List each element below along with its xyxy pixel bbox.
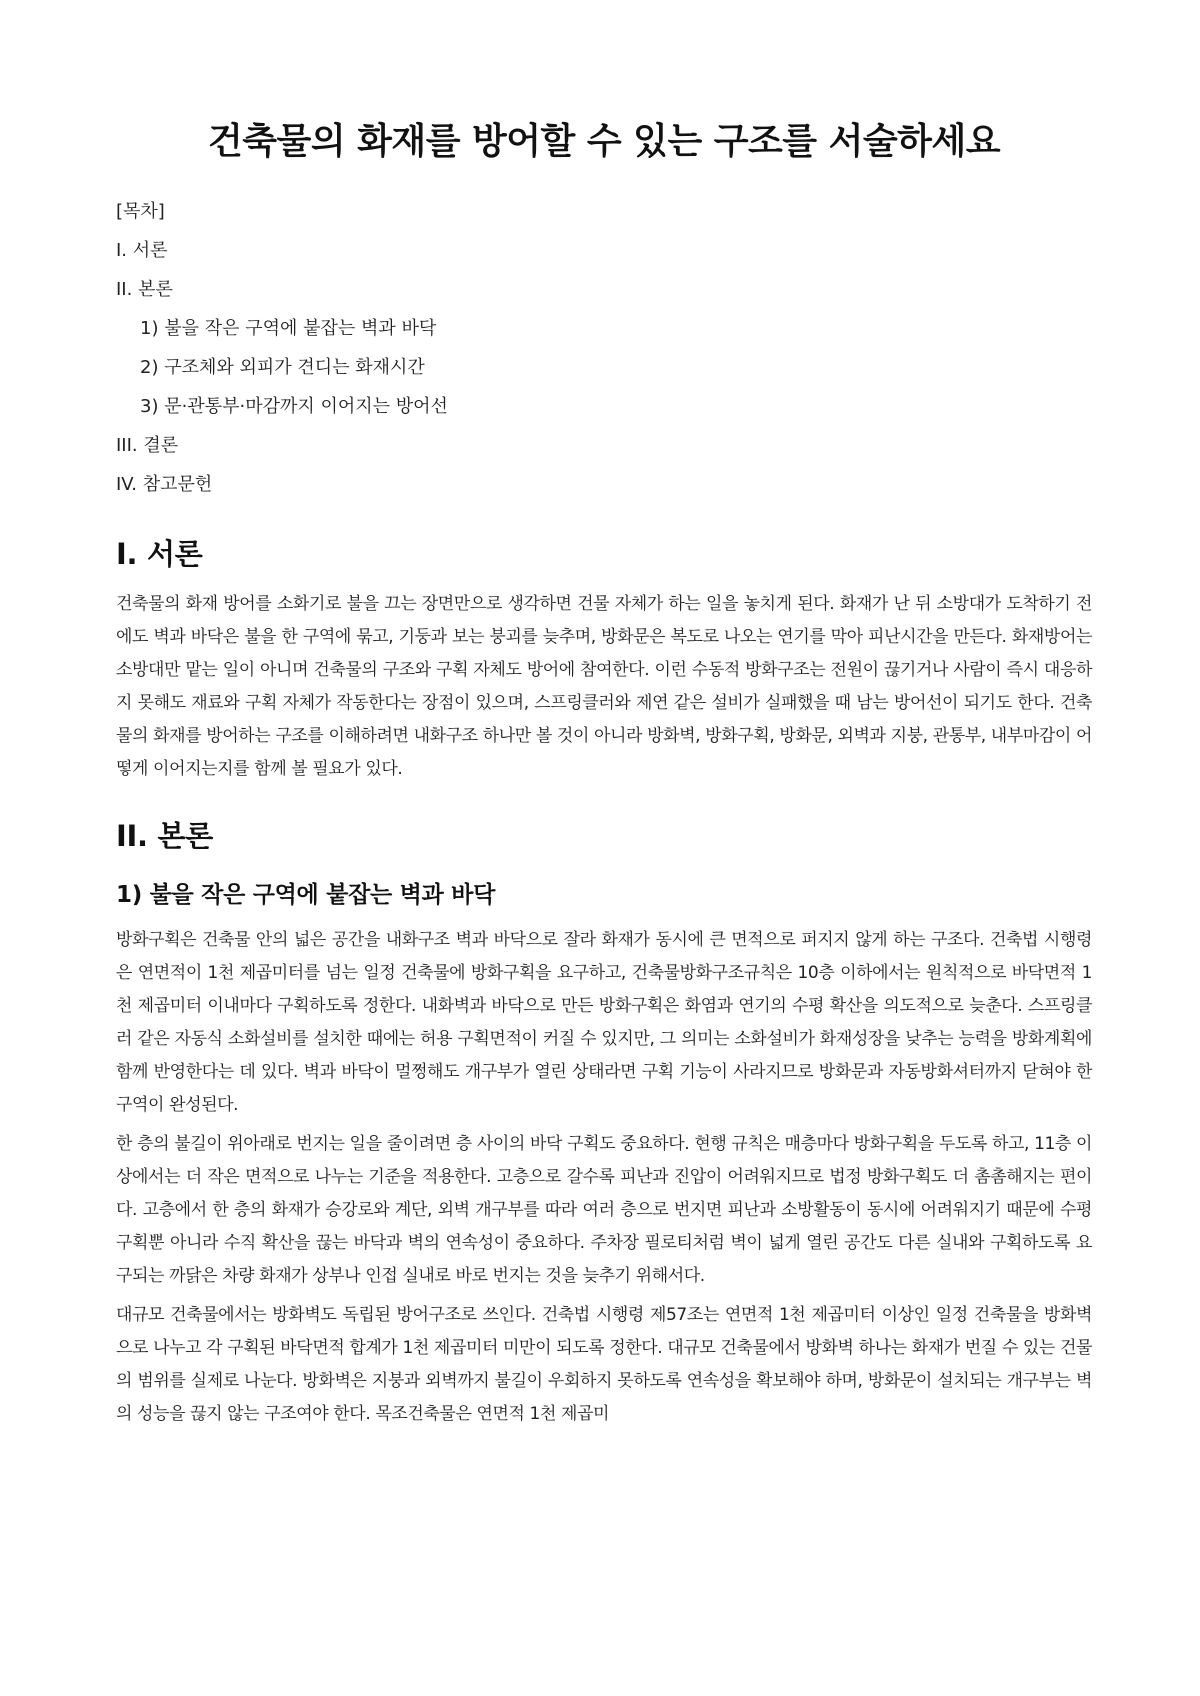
document-title: 건축물의 화재를 방어할 수 있는 구조를 서술하세요 xyxy=(208,121,1000,162)
subsection-heading-1: 1) 불을 작은 구역에 붙잡는 벽과 바닥 xyxy=(116,882,496,908)
toc-item-conclusion: III. 결론 xyxy=(116,435,179,456)
toc-heading: [목차] xyxy=(116,201,165,222)
toc-item-intro: I. 서론 xyxy=(116,240,168,261)
intro-paragraph: 건축물의 화재 방어를 소화기로 불을 끄는 장면만으로 생각하면 건물 자체가 하는 일을 놓치게 된다. 화재가 난 뒤 소방대가 도착하기 전에도 벽과 바닥은 불을 한 구역에 묶고, 기둥과 보는 붕괴를 늦추며, 방화문은 복도로 나오는 연기를 막아 피난시간을 만든다. 화재방어는 소방대만 맡는 일이 아니며 건축물의 구조와 구획 자체도 방어에 참여한다. 이런 수동적 방화구조는 전원이 끊기거나 사람이 즉시 대응하지 못해도 재료와 구획 자체가 작동한다는 장점이 있으며, 스프링클러와 제연 같은 설비가 실패했을 때 남는 방어선이 되기도 한다. 건축물의 화재를 방어하는 구조를 이해하려면 내화구조 하나만 볼 것이 아니라 방화벽, 방화구획, 방화문, 외벽과 지붕, 관통부, 내부마감이 어떻게 이어지는지를 함께 볼 필요가 있다. xyxy=(116,594,1092,779)
section-heading-body: II. 본론 xyxy=(116,819,213,853)
toc-item-body-3: 3) 문·관통부·마감까지 이어지는 방어선 xyxy=(140,396,448,417)
body-paragraph: 방화구획은 건축물 안의 넓은 공간을 내화구조 벽과 바닥으로 잘라 화재가 동시에 큰 면적으로 퍼지지 않게 하는 구조다. 건축법 시행령은 연면적이 1천 제곱미터를 넘는 일정 건축물에 방화구획을 요구하고, 건축물방화구조규칙은 10층 이하에서는 원칙적으로 바닥면적 1천 제곱미터 이내마다 구획하도록 정한다. 내화벽과 바닥으로 만든 방화구획은 화염과 연기의 수평 확산을 의도적으로 늦춘다. 스프링클러 같은 자동식 소화설비를 설치한 때에는 허용 구획면적이 커질 수 있지만, 그 의미는 소화설비가 화재성장을 낮추는 능력을 방화계획에 함께 반영한다는 데 있다. 벽과 바닥이 멀쩡해도 개구부가 열린 상태라면 구획 기능이 사라지므로 방화문과 자동방화셔터까지 닫혀야 한 구역이 완성된다. xyxy=(116,930,1092,1115)
table-of-contents xyxy=(116,192,1092,504)
toc-item-body-2: 2) 구조체와 외피가 견디는 화재시간 xyxy=(140,357,425,378)
toc-item-body-1: 1) 불을 작은 구역에 붙잡는 벽과 바닥 xyxy=(140,318,437,339)
body-paragraph: 한 층의 불길이 위아래로 번지는 일을 줄이려면 층 사이의 바닥 구획도 중요하다. 현행 규칙은 매층마다 방화구획을 두도록 하고, 11층 이상에서는 더 작은 면적으로 나누는 기준을 적용한다. 고층으로 갈수록 피난과 진압이 어려워지므로 법정 방화구획도 더 촘촘해지는 편이다. 고층에서 한 층의 화재가 승강로와 계단, 외벽 개구부를 따라 여러 층으로 번지면 피난과 소방활동이 동시에 어려워지기 때문에 수평구획뿐 아니라 수직 확산을 끊는 바닥과 벽의 연속성이 중요하다. 주차장 필로티처럼 벽이 넓게 열린 공간도 다른 실내와 구획하도록 요구되는 까닭은 차량 화재가 상부나 인접 실내로 바로 번지는 것을 늦추기 위해서다. xyxy=(116,1134,1092,1286)
toc-item-body: II. 본론 xyxy=(116,279,173,300)
section-heading-intro: I. 서론 xyxy=(116,537,203,571)
body-paragraph: 대규모 건축물에서는 방화벽도 독립된 방어구조로 쓰인다. 건축법 시행령 제57조는 연면적 1천 제곱미터 이상인 일정 건축물을 방화벽으로 나누고 각 구획된 바닥면적 합계가 1천 제곱미터 미만이 되도록 정한다. 대규모 건축물에서 방화벽 하나는 화재가 번질 수 있는 건물의 범위를 실제로 나눈다. 방화벽은 지붕과 외벽까지 불길이 우회하지 못하도록 연속성을 확보해야 하며, 방화문이 설치되는 개구부는 벽의 성능을 끊지 않는 구조여야 한다. 목조건축물은 연면적 1천 제곱미 xyxy=(116,1305,1092,1424)
toc-item-references: IV. 참고문헌 xyxy=(116,474,213,495)
